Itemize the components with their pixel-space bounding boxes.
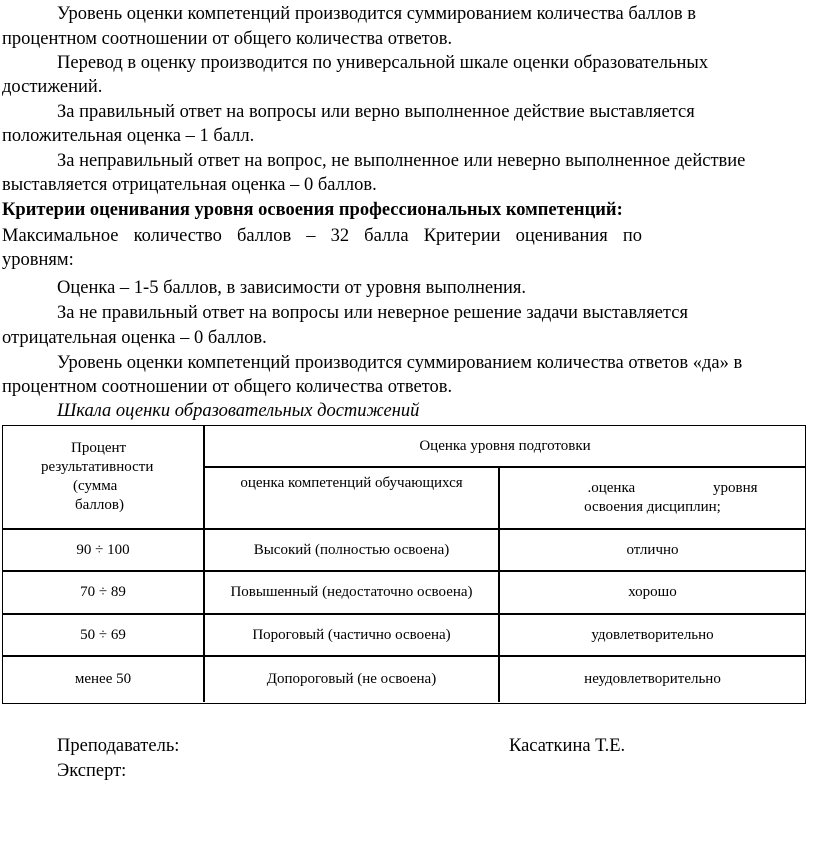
word: Критерии	[423, 226, 501, 246]
paragraph-line: отрицательная оценка – 0 баллов.	[2, 328, 267, 348]
grading-scale-table	[2, 425, 806, 704]
cell-percent: 90 ÷ 100	[76, 541, 130, 558]
header-discipline	[500, 476, 805, 520]
paragraph-line: выставляется отрицательная оценка – 0 баллов.	[2, 175, 377, 195]
paragraph-line: процентном соотношении от общего количества ответов.	[2, 377, 453, 397]
paragraph-line: Перевод в оценку производится по универсальной шкале оценки образовательных	[57, 53, 709, 73]
cell-percent: менее 50	[74, 671, 132, 687]
scale-title: Шкала оценки образовательных достижений	[57, 401, 420, 421]
paragraph-line: достижений.	[2, 77, 103, 97]
header-percent-line: результативности	[41, 459, 154, 475]
word: уровня	[712, 480, 758, 496]
header-discipline-line: освоения дисциплин;	[584, 499, 721, 515]
cell-grade: хорошо	[628, 584, 677, 600]
teacher-name: Касаткина Т.Е.	[509, 736, 626, 756]
cell-competence: Пороговый (частично освоена)	[252, 626, 451, 643]
cell-competence: Высокий (полностью освоена)	[253, 541, 450, 558]
word: Максимальное	[2, 226, 119, 246]
word: .оценка	[587, 480, 636, 496]
header-competence: оценка компетенций обучающихся	[240, 474, 463, 491]
cell-percent: 70 ÷ 89	[80, 584, 126, 600]
header-percent-line: баллов)	[75, 497, 124, 513]
paragraph-line: За не правильный ответ на вопросы или неверное решение задачи выставляется	[57, 303, 688, 323]
paragraph-line: Уровень оценки компетенций производится суммированием количества баллов в	[57, 4, 696, 24]
paragraph-line: Уровень оценки компетенций производится суммированием количества ответов «да» в	[57, 353, 743, 373]
cell-grade: отлично	[626, 541, 679, 558]
cell-grade: неудовлетворительно	[584, 671, 721, 687]
paragraph-line: процентном соотношении от общего количества ответов.	[2, 29, 453, 49]
teacher-label: Преподаватель:	[57, 736, 180, 756]
cell-competence: Повышенный (недостаточно освоена)	[230, 584, 473, 600]
header-level: Оценка уровня подготовки	[419, 437, 591, 454]
header-percent-line: Процент	[71, 440, 127, 456]
word: по	[622, 226, 642, 246]
word: количество	[133, 226, 222, 246]
paragraph-line: положительная оценка – 1 балл.	[2, 126, 255, 146]
header-discipline-line	[548, 479, 758, 498]
cell-percent: 50 ÷ 69	[80, 626, 126, 643]
word: оценивания	[515, 226, 608, 246]
word: 32	[330, 226, 350, 246]
cell-competence: Допороговый (не освоена)	[266, 671, 437, 687]
paragraph-line: За правильный ответ на вопросы или верно выполненное действие выставляется	[57, 102, 695, 122]
paragraph-line: За неправильный ответ на вопрос, не выполненное или неверно выполненное действие	[57, 151, 746, 171]
word: балла	[364, 226, 409, 246]
paragraph-line: уровням:	[2, 250, 74, 270]
word: баллов	[236, 226, 292, 246]
word: –	[306, 226, 316, 246]
max-score-line	[2, 224, 642, 248]
header-percent-line: (сумма	[73, 478, 118, 494]
cell-grade: удовлетворительно	[591, 626, 714, 643]
paragraph-line: Оценка – 1-5 баллов, в зависимости от уровня выполнения.	[57, 278, 527, 298]
header-percent	[3, 426, 203, 528]
criteria-heading: Критерии оценивания уровня освоения профессиональных компетенций:	[2, 200, 623, 220]
expert-label: Эксперт:	[57, 761, 127, 781]
